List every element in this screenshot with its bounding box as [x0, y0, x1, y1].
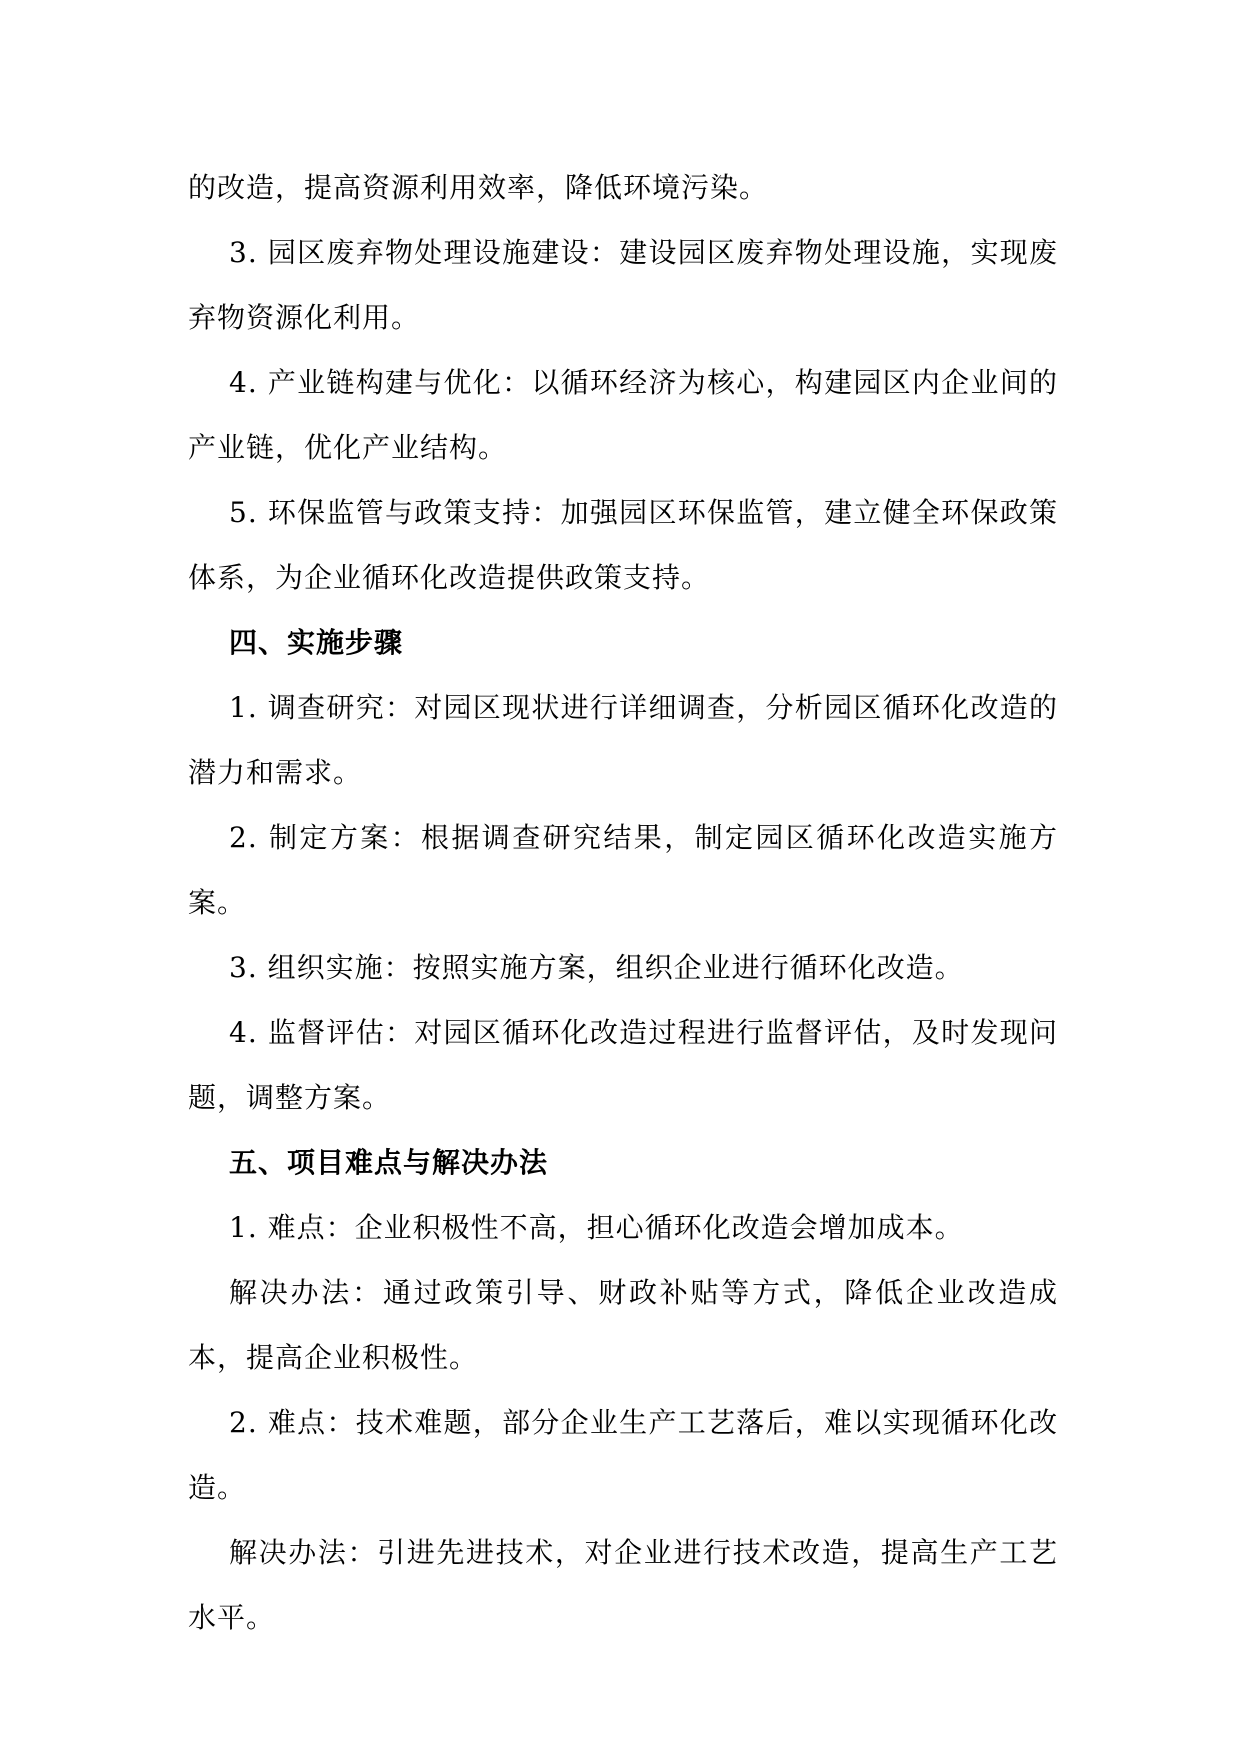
- list-item: 1. 调查研究：对园区现状进行详细调查，分析园区循环化改造的潜力和需求。: [188, 691, 1058, 789]
- list-item: 5. 环保监管与政策支持：加强园区环保监管，建立健全环保政策体系，为企业循环化改造提供政策支持。: [188, 496, 1058, 594]
- list-item: 3. 园区废弃物处理设施建设：建设园区废弃物处理设施，实现废弃物资源化利用。: [188, 236, 1058, 334]
- paragraph: 解决办法：通过政策引导、财政补贴等方式，降低企业改造成本，提高企业积极性。: [188, 1276, 1058, 1374]
- list-item: 2. 制定方案：根据调查研究结果，制定园区循环化改造实施方案。: [188, 821, 1058, 919]
- list-item: 4. 监督评估：对园区循环化改造过程进行监督评估，及时发现问题，调整方案。: [188, 1016, 1058, 1114]
- paragraph: 的改造，提高资源利用效率，降低环境污染。: [188, 171, 769, 204]
- list-item: 3. 组织实施：按照实施方案，组织企业进行循环化改造。: [229, 951, 964, 984]
- list-item: 2. 难点：技术难题，部分企业生产工艺落后，难以实现循环化改造。: [188, 1406, 1058, 1504]
- list-item: 4. 产业链构建与优化：以循环经济为核心，构建园区内企业间的产业链，优化产业结构。: [188, 366, 1058, 464]
- list-item: 1. 难点：企业积极性不高，担心循环化改造会增加成本。: [229, 1211, 964, 1244]
- section-heading: 四、实施步骤: [229, 626, 404, 659]
- section-heading: 五、项目难点与解决办法: [229, 1146, 549, 1179]
- paragraph: 解决办法：引进先进技术，对企业进行技术改造，提高生产工艺水平。: [188, 1536, 1058, 1634]
- document-body: [188, 155, 1058, 1650]
